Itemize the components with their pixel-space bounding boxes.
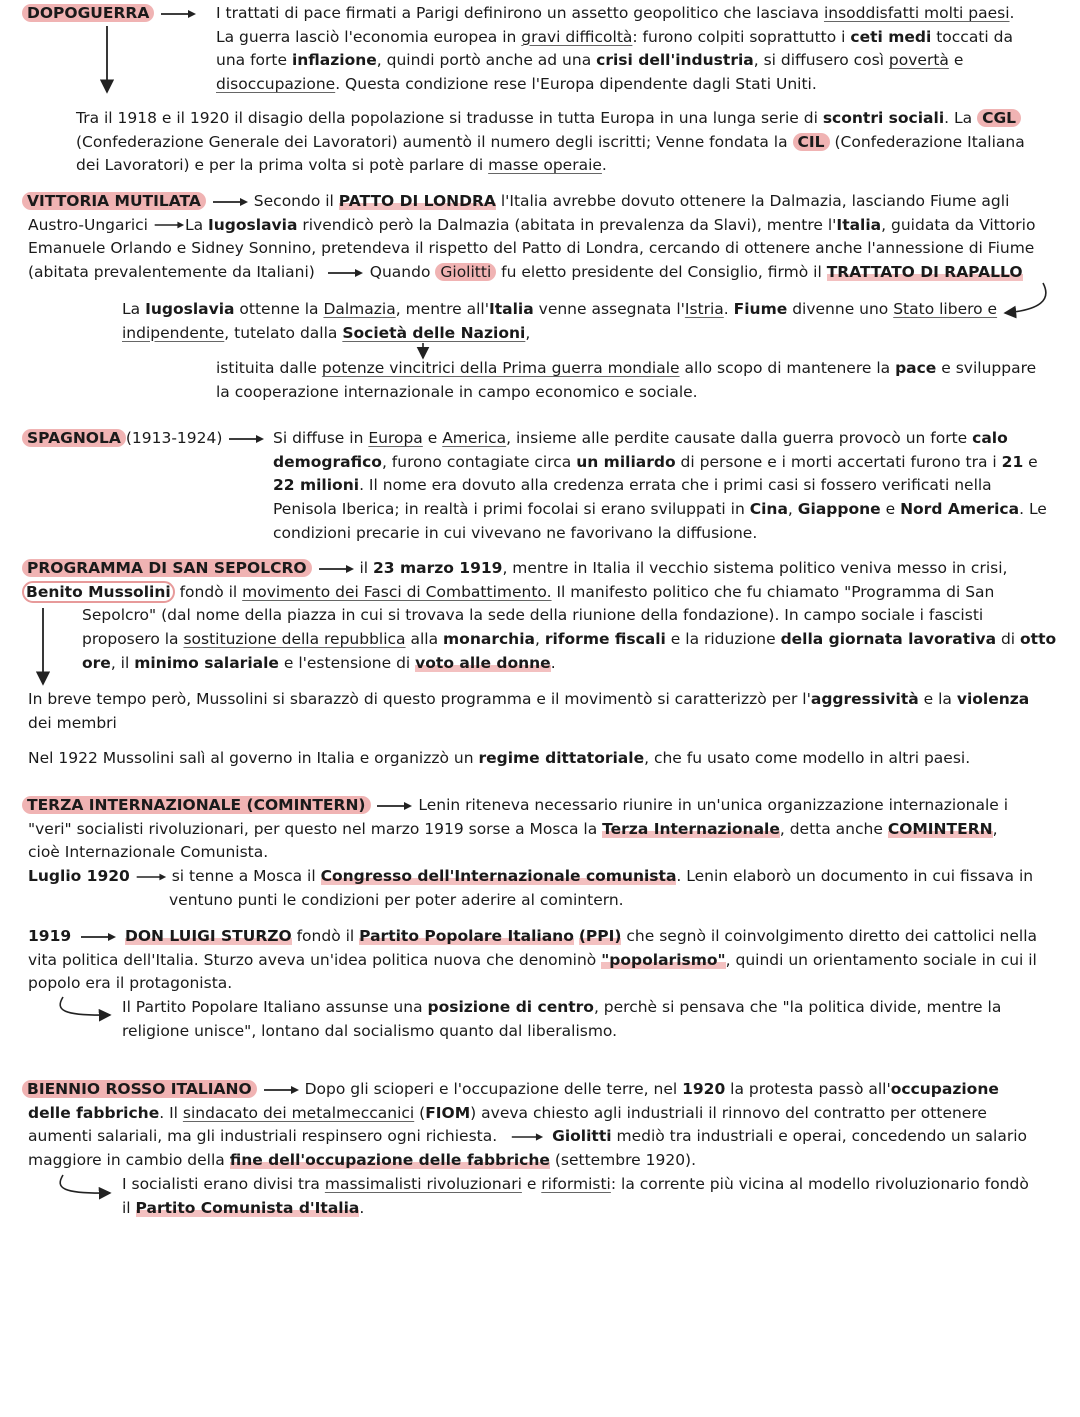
biennio-title: BIENNIO ROSSO ITALIANO [22, 1080, 257, 1098]
sturzo-ppi: Il Partito Popolare Italiano assunse una posizione di centro, perchè si pensava che "la politica divide, mentre la religione unisce", lontano dal socialismo quanto dal liberalismo. [122, 998, 1002, 1040]
biennio-socialisti: I socialisti erano divisi tra massimalisti rivoluzionari e riformisti: la corrente più vicina al modello rivoluzionario fondò il Partito Comunista d'Italia. [122, 1175, 1029, 1217]
comintern-title: TERZA INTERNAZIONALE (COMINTERN) [22, 796, 371, 814]
right-arrow-icon [211, 197, 249, 207]
sansepolcro-title: PROGRAMMA DI SAN SEPOLCRO [22, 559, 312, 577]
curved-arrow [1005, 283, 1046, 313]
vittoria-societa: istituita dalle potenze vincitrici della Prima guerra mondiale allo scopo di mantenere la pace e sviluppare la cooperazione internazionale in campo economico e sociale. [216, 359, 1037, 401]
vittoria-rapallo: La Iugoslavia ottenne la Dalmazia, mentre all'Italia venne assegnata l'Istria. Fiume divenne uno Stato libero e indipendente, tutelato dalla Società delle Nazioni, [122, 300, 998, 342]
spagnola-text: Si diffuse in Europa e America, insieme alle perdite causate dalla guerra provocò un forte calo demografico, furono contagiate circa un miliardo di persone e i morti accertati furono tra i 21 e 22 milioni. Il nome era dovuto alla credenza errata che i primi casi si fossero verificati nella Penisola Iberica; in realtà i primi focolai si erano sviluppati in Cina, Giappone e Nord America. Le condizioni precarie in cui vivevano ne favorivano la diffusione. [273, 429, 1047, 542]
hook-arrow [60, 1175, 110, 1193]
right-arrow-icon [317, 564, 355, 574]
biennio-text: BIENNIO ROSSO ITALIANO Dopo gli scioperi e l'occupazione delle terre, nel 1920 la protesta passò all'occupazione delle fabbriche. Il sindacato dei metalmeccanici (FIOM) aveva chiesto agli industriali il rinnovo del contratto per ottenere aumenti salariali, ma gli industriali respinsero ogni richiesta. Giolitti mediò tra industriali e operai, concedendo un salario maggiore in cambio della fine dell'occupazione delle fabbriche (settembre 1920). [22, 1078, 1027, 1173]
dopoguerra-title: DOPOGUERRA [22, 2, 197, 26]
sansepolcro-paragraph: In breve tempo però, Mussolini si sbarazzò di questo programma e il movimentò si caratterizzò per l'aggressività e la violenza dei membri Nel 1922 Mussolini salì al governo in Italia e organizzò un regime dittatoriale, che fu usato come modello in altri paesi. [28, 690, 1030, 768]
hook-arrow [60, 997, 110, 1015]
right-arrow-icon [375, 801, 413, 811]
right-arrow-icon [326, 268, 364, 278]
right-arrow-icon [262, 1085, 300, 1095]
vittoria-title: VITTORIA MUTILATA [22, 192, 206, 210]
spagnola-title: SPAGNOLA (1913-1924) [22, 427, 265, 451]
right-arrow-icon [135, 872, 167, 882]
dopoguerra-text: I trattati di pace firmati a Parigi definirono un assetto geopolitico che lasciava insoddisfatti molti paesi. La guerra lasciò l'economia europea in gravi difficoltà: furono colpiti soprattutto i ceti medi toccati da una forte inflazione, quindi portò anche ad una crisi dell'industria, si diffusero così povertà e disoccupazione. Questa condizione rese l'Europa dipendente dagli Stati Uniti. [216, 4, 1015, 94]
right-arrow-icon [76, 932, 120, 942]
vittoria-text: VITTORIA MUTILATA Secondo il PATTO DI LONDRA l'Italia avrebbe dovuto ottenere la Dalmazia, lasciando Fiume agli Austro-Ungarici La Iugoslavia rivendicò però la Dalmazia (abitata in prevalenza da Slavi), mentre l'Italia, guidata da Vittorio Emanuele Orlando e Sidney Sonnino, pretendeva il rispetto del Patto di Londra, cercando di ottenere anche l'annessione di Fiume (abitata prevalentemente da Italiani) Quando Giolitti fu eletto presidente del Consiglio, firmò il TRATTATO DI RAPALLO [22, 190, 1035, 285]
right-arrow-icon [153, 220, 185, 230]
right-arrow-icon [510, 1132, 544, 1142]
comintern-text: TERZA INTERNAZIONALE (COMINTERN) Lenin riteneva necessario riunire in un'unica organizzazione internazionale i "veri" socialisti rivoluzionari, per questo nel marzo 1919 sorse a Mosca la Terza Internazionale, detta anche COMINTERN, cioè Internazionale Comunista. Luglio 1920 si tenne a Mosca il Congresso dell'Internazionale comunista. Lenin elaborò un documento in cui fissava in ventuno punti le condizioni per poter aderire al comintern. [22, 794, 1033, 913]
sturzo-text: 1919 DON LUIGI STURZO fondò il Partito Popolare Italiano (PPI) che segnò il coinvolgimento diretto dei cattolici nella vita politica dell'Italia. Sturzo aveva un'idea politica nuova che denominò "popolarismo", quindi un orientamento sociale in cui il popolo era il protagonista. [28, 927, 1038, 993]
dopoguerra-paragraph: Tra il 1918 e il 1920 il disagio della popolazione si tradusse in tutta Europa in una lunga serie di scontri sociali. La CGL (Confederazione Generale dei Lavoratori) aumentò il numero degli iscritti; Venne fondata la CIL (Confederazione Italiana dei Lavoratori) e per la prima volta si potè parlare di masse operaie. [76, 109, 1025, 175]
right-arrow-icon [159, 9, 197, 19]
right-arrow-icon [227, 434, 265, 444]
sansepolcro-text: PROGRAMMA DI SAN SEPOLCRO il 23 marzo 1919, mentre in Italia il vecchio sistema politico veniva messo in crisi, Benito Mussolini fondò il movimento dei Fasci di Combattimento. Il manifesto politico che fu chiamato "Programma di San Sepolcro" (dal nome della piazza in cui si trovava la sede della riunione della fondazione). In campo sociale i fascisti proposero la sostituzione della repubblica alla monarchia, riforme fiscali e la riduzione della giornata lavorativa di otto ore, il minimo salariale e l'estensione di voto alle donne. [22, 557, 1056, 676]
